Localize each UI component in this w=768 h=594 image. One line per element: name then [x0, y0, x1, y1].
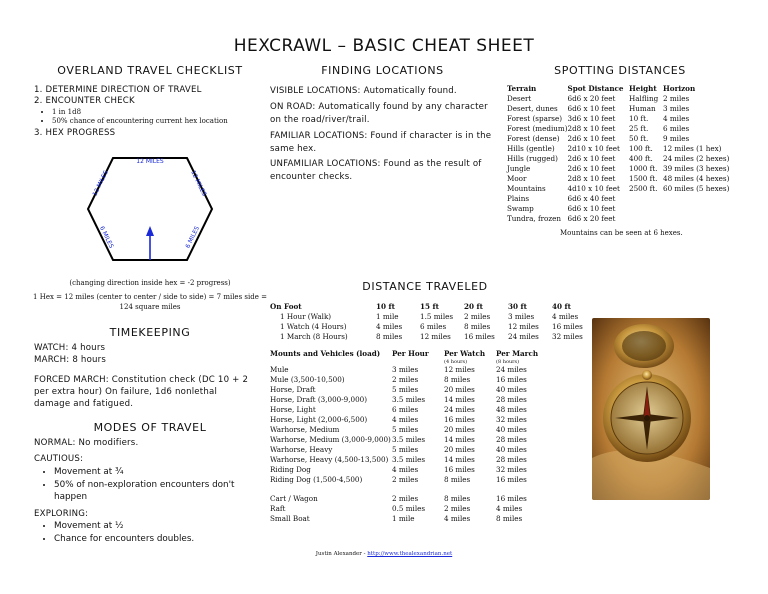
mount-cell: Warhorse, Medium (3,000-9,000) [270, 435, 391, 444]
spot-distance-cell: 2d8 x 10 feet [567, 124, 616, 133]
mount-cell: 24 miles [496, 365, 527, 374]
table-header-row [270, 349, 548, 359]
foot-cell: 6 miles [420, 322, 447, 331]
mount-cell: 16 miles [496, 375, 527, 384]
mount-cell: 5 miles [392, 385, 419, 394]
horizon-cell: 3 miles [663, 104, 690, 113]
spot-distance-cell: 2d10 x 10 feet [567, 144, 620, 153]
foot-cell: 2 miles [464, 312, 491, 321]
table-row [507, 154, 624, 164]
exploring-list [40, 520, 269, 545]
arrow-head [146, 226, 154, 236]
mount-cell: 48 miles [496, 405, 527, 414]
cautious-item: • Movement at ¾ [54, 466, 269, 479]
horizon-header: Horizon [663, 84, 696, 93]
mount-cell: Horse, Draft (3,000-9,000) [270, 395, 368, 404]
mount-header-cell: Per Hour [392, 349, 429, 358]
table-row [629, 114, 729, 124]
terrain-table [507, 84, 624, 224]
terrain-cell: Swamp [507, 204, 534, 213]
table-row [270, 435, 548, 445]
mount-cell: 5 miles [392, 425, 419, 434]
horizon-cell: 4 miles [663, 114, 690, 123]
spot-distance-cell: 2d6 x 10 feet [567, 164, 616, 173]
mount-cell: 20 miles [444, 385, 475, 394]
mount-cell: 5 miles [392, 445, 419, 454]
mount-cell: Warhorse, Heavy (4,500-13,500) [270, 455, 389, 464]
foot-cell: 32 miles [552, 332, 583, 341]
foot-header-cell: On Foot [270, 302, 302, 311]
hex-label-upper-right: 12 MILES [189, 169, 208, 198]
mount-cell: 20 miles [444, 445, 475, 454]
forced-march-text: FORCED MARCH: Constitution check (DC 10 + 2 per extra hour) On failure, 1d6 nonlethal damage and fatigued. [34, 375, 249, 409]
table-row [507, 114, 624, 124]
table-row [629, 124, 729, 134]
table-row [507, 134, 624, 144]
foot-cell: 16 miles [464, 332, 495, 341]
mount-subheader-cell: (8 hours) [496, 359, 520, 365]
on-foot-table [270, 302, 592, 342]
foot-cell: 3 miles [508, 312, 535, 321]
mount-cell: 40 miles [496, 385, 527, 394]
vehicle-cell: Raft [270, 504, 286, 513]
terrain-cell: Hills (gentle) [507, 144, 555, 153]
finding-heading: FINDING LOCATIONS [321, 64, 444, 77]
finding-visible: VISIBLE LOCATIONS: Automatically found. [270, 86, 457, 96]
spot-distance-cell: 6d6 x 10 feet [567, 204, 616, 213]
foot-cell: 1 mile [376, 312, 399, 321]
horizon-table [629, 84, 729, 194]
table-row [507, 204, 624, 214]
mount-cell: 16 miles [444, 465, 475, 474]
vehicle-cell: 2 miles [444, 504, 471, 513]
table-header-row [270, 302, 592, 312]
mount-cell: 40 miles [496, 425, 527, 434]
height-cell: 25 ft. [629, 124, 649, 133]
spot-distance-cell: 6d6 x 20 feet [567, 94, 616, 103]
foot-cell: 4 miles [376, 322, 403, 331]
hex-label-lower-right: 6 MILES [184, 225, 201, 250]
height-cell: 400 ft. [629, 154, 653, 163]
table-row [629, 94, 729, 104]
mount-cell: Riding Dog (1,500-4,500) [270, 475, 363, 484]
mount-cell: 14 miles [444, 435, 475, 444]
mount-cell: Horse, Draft [270, 385, 316, 394]
table-row [270, 455, 548, 465]
horizon-cell: 2 miles [663, 94, 690, 103]
footer-author: Justin Alexander - [315, 551, 368, 557]
terrain-cell: Desert [507, 94, 532, 103]
foot-cell: 1 March (8 Hours) [280, 332, 348, 341]
mount-cell: 4 miles [392, 415, 419, 424]
terrain-cell: Forest (medium) [507, 124, 568, 133]
vehicle-cell: 2 miles [392, 494, 419, 503]
mode-normal: NORMAL: No modifiers. [34, 438, 139, 448]
terrain-cell: Plains [507, 194, 530, 203]
mount-cell: 28 miles [496, 435, 527, 444]
foot-header-cell: 10 ft [376, 302, 395, 311]
encounter-list [38, 108, 228, 126]
horizon-cell: 60 miles (5 hexes) [663, 184, 730, 193]
foot-cell: 8 miles [376, 332, 403, 341]
terrain-cell: Mountains [507, 184, 546, 193]
mount-cell: Warhorse, Medium [270, 425, 340, 434]
foot-cell: 4 miles [552, 312, 579, 321]
mount-subheader-cell: (4 hours) [444, 359, 468, 365]
table-row [270, 395, 548, 405]
height-cell: 50 ft. [629, 134, 649, 143]
table-row [270, 504, 548, 514]
encounter-bullet: • 50% chance of encountering current hex location [52, 117, 228, 126]
march-text: MARCH: 8 hours [34, 355, 107, 365]
mount-cell: 16 miles [444, 415, 475, 424]
mount-cell: 16 miles [496, 475, 527, 484]
vehicle-cell: 1 mile [392, 514, 415, 523]
terrain-cell: Tundra, frozen [507, 214, 562, 223]
table-row [270, 385, 548, 395]
table-row [629, 144, 729, 154]
terrain-cell: Jungle [507, 164, 531, 173]
height-cell: 1500 ft. [629, 174, 658, 183]
spot-distance-cell: 2d6 x 10 feet [567, 134, 616, 143]
table-row [507, 194, 624, 204]
mount-cell: 28 miles [496, 455, 527, 464]
table-row [507, 124, 624, 134]
table-row [629, 104, 729, 114]
hex-note-1: (changing direction inside hex = -2 progress) [69, 279, 231, 287]
spot-distance-cell: 3d6 x 10 feet [567, 114, 616, 123]
horizon-cell: 6 miles [663, 124, 690, 133]
spot-distance-cell: 6d6 x 20 feet [567, 214, 616, 223]
vehicle-cell: 0.5 miles [392, 504, 426, 513]
foot-header-cell: 20 ft [464, 302, 483, 311]
spot-distance-cell: 4d10 x 10 feet [567, 184, 620, 193]
spot-distance-cell: 6d6 x 40 feet [567, 194, 616, 203]
table-row [507, 184, 624, 194]
spot-distance-cell: 6d6 x 10 feet [567, 104, 616, 113]
overland-step1: 1. DETERMINE DIRECTION OF TRAVEL [34, 85, 202, 95]
vehicle-cell: 16 miles [496, 494, 527, 503]
foot-cell: 1 Watch (4 Hours) [280, 322, 347, 331]
terrain-cell: Forest (dense) [507, 134, 560, 143]
spot-header: Spot Distance [567, 84, 624, 93]
vehicle-cell: Cart / Wagon [270, 494, 318, 503]
watch-text: WATCH: 4 hours [34, 343, 106, 353]
table-row [270, 415, 548, 425]
foot-header-cell: 15 ft [420, 302, 439, 311]
cautious-item: • 50% of non-exploration encounters don't happen [54, 479, 269, 504]
mount-cell: 8 miles [444, 375, 471, 384]
vehicle-cell: 8 miles [444, 494, 471, 503]
height-header: Height [629, 84, 657, 93]
encounter-bullet: • 1 in 1d8 [52, 108, 228, 117]
exploring-item: • Movement at ½ [54, 520, 269, 533]
mount-cell: Mule (3,500-10,500) [270, 375, 345, 384]
mount-cell: 14 miles [444, 455, 475, 464]
horizon-cell: 48 miles (4 hexes) [663, 174, 730, 183]
table-row [507, 144, 624, 154]
table-row [270, 375, 548, 385]
modes-heading: MODES OF TRAVEL [93, 421, 207, 434]
foot-cell: 8 miles [464, 322, 491, 331]
finding-familiar: FAMILIAR LOCATIONS: Found if character is in the same hex. [270, 131, 492, 154]
mount-cell: 8 miles [444, 475, 471, 484]
mount-cell: 20 miles [444, 425, 475, 434]
foot-cell: 16 miles [552, 322, 583, 331]
horizon-cell: 39 miles (3 hexes) [663, 164, 730, 173]
table-row [270, 514, 548, 524]
distance-heading: DISTANCE TRAVELED [362, 280, 488, 293]
footer [0, 551, 768, 557]
mount-header-cell: Mounts and Vehicles (load) [270, 349, 381, 358]
horizon-cell: 12 miles (1 hex) [663, 144, 722, 153]
foot-header-cell: 30 ft [508, 302, 527, 311]
table-row [270, 494, 548, 504]
mount-cell: 2 miles [392, 475, 419, 484]
foot-cell: 12 miles [420, 332, 451, 341]
terrain-cell: Forest (sparse) [507, 114, 563, 123]
terrain-header: Terrain [507, 84, 537, 93]
overland-step2: 2. ENCOUNTER CHECK [34, 96, 135, 106]
mount-cell: 28 miles [496, 395, 527, 404]
page-title: HEXCRAWL – BASIC CHEAT SHEET [233, 36, 535, 56]
finding-onroad: ON ROAD: Automatically found by any character on the road/river/trail. [270, 102, 488, 125]
hex-note-2: 1 Hex = 12 miles (center to center / side to side) = 7 miles side = [33, 293, 267, 301]
mounts-table [270, 349, 548, 524]
hex-label-lower-left: 6 MILES [98, 225, 115, 250]
table-row [507, 174, 624, 184]
mount-cell: 3 miles [392, 365, 419, 374]
hex-label-top: 12 MILES [136, 158, 164, 165]
mount-cell: Warhorse, Heavy [270, 445, 333, 454]
table-row [507, 214, 624, 224]
spacer-row [270, 485, 548, 494]
spotting-note: Mountains can be seen at 6 hexes. [560, 229, 683, 237]
height-cell: 2500 ft. [629, 184, 658, 193]
table-row [270, 475, 548, 485]
mount-cell: Horse, Light (2,000-6,500) [270, 415, 368, 424]
mount-header-cell: Per March [496, 349, 539, 358]
mount-cell: 40 miles [496, 445, 527, 454]
hex-label-upper-left: 12 MILES [91, 169, 110, 198]
compass-image [592, 318, 710, 500]
mount-cell: 32 miles [496, 415, 527, 424]
horizon-cell: 9 miles [663, 134, 690, 143]
height-cell: Human [629, 104, 656, 113]
mount-cell: 12 miles [444, 365, 475, 374]
foot-cell: 24 miles [508, 332, 539, 341]
table-row [629, 184, 729, 194]
overland-step3: 3. HEX PROGRESS [34, 128, 116, 138]
foot-cell: 1 Hour (Walk) [280, 312, 332, 321]
mount-cell: Horse, Light [270, 405, 316, 414]
overland-heading: OVERLAND TRAVEL CHECKLIST [57, 64, 243, 77]
hex-note-3: 124 square miles [119, 303, 181, 311]
spotting-heading: SPOTTING DISTANCES [554, 64, 686, 77]
vehicle-cell: 8 miles [496, 514, 523, 523]
foot-header-cell: 40 ft [552, 302, 571, 311]
mount-cell: Riding Dog [270, 465, 311, 474]
table-row [629, 134, 729, 144]
terrain-cell: Hills (rugged) [507, 154, 558, 163]
mount-cell: 14 miles [444, 395, 475, 404]
table-row [629, 164, 729, 174]
table-row [270, 312, 592, 322]
table-row [270, 465, 548, 475]
height-cell: 10 ft. [629, 114, 649, 123]
horizon-cell: 24 miles (2 hexes) [663, 154, 730, 163]
mount-cell: 3.5 miles [392, 455, 426, 464]
hex-diagram [80, 150, 220, 272]
foot-cell: 12 miles [508, 322, 539, 331]
vehicle-cell: 4 miles [496, 504, 523, 513]
table-row [629, 174, 729, 184]
table-row [507, 94, 624, 104]
table-row [270, 332, 592, 342]
exploring-item: • Chance for encounters doubles. [54, 533, 269, 546]
mount-cell: 24 miles [444, 405, 475, 414]
terrain-cell: Moor [507, 174, 527, 183]
mount-cell: 6 miles [392, 405, 419, 414]
mode-exploring: EXPLORING: [34, 509, 89, 519]
table-row [270, 405, 548, 415]
foot-cell: 1.5 miles [420, 312, 454, 321]
height-cell: 100 ft. [629, 144, 653, 153]
finding-unfamiliar: UNFAMILIAR LOCATIONS: Found as the result of encounter checks. [270, 159, 482, 182]
terrain-cell: Desert, dunes [507, 104, 558, 113]
height-cell: 1000 ft. [629, 164, 658, 173]
spot-distance-cell: 2d8 x 10 feet [567, 174, 616, 183]
table-row [507, 164, 624, 174]
mount-cell: Mule [270, 365, 289, 374]
vehicle-cell: Small Boat [270, 514, 310, 523]
spot-distance-cell: 2d6 x 10 feet [567, 154, 616, 163]
vehicle-cell: 4 miles [444, 514, 471, 523]
table-row [270, 425, 548, 435]
mount-cell: 2 miles [392, 375, 419, 384]
mount-cell: 3.5 miles [392, 395, 426, 404]
mount-cell: 4 miles [392, 465, 419, 474]
cautious-list [40, 466, 269, 504]
table-row [270, 365, 548, 375]
table-row [270, 322, 592, 332]
table-row [507, 104, 624, 114]
mode-cautious: CAUTIOUS: [34, 454, 84, 464]
mount-cell: 32 miles [496, 465, 527, 474]
table-row [270, 445, 548, 455]
mount-header-cell: Per Watch [444, 349, 486, 358]
height-cell: Halfling [629, 94, 659, 103]
footer-link[interactable]: http://www.thealexandrian.net [367, 551, 453, 557]
table-row [629, 154, 729, 164]
mount-cell: 3.5 miles [392, 435, 426, 444]
timekeeping-heading: TIMEKEEPING [109, 326, 191, 339]
